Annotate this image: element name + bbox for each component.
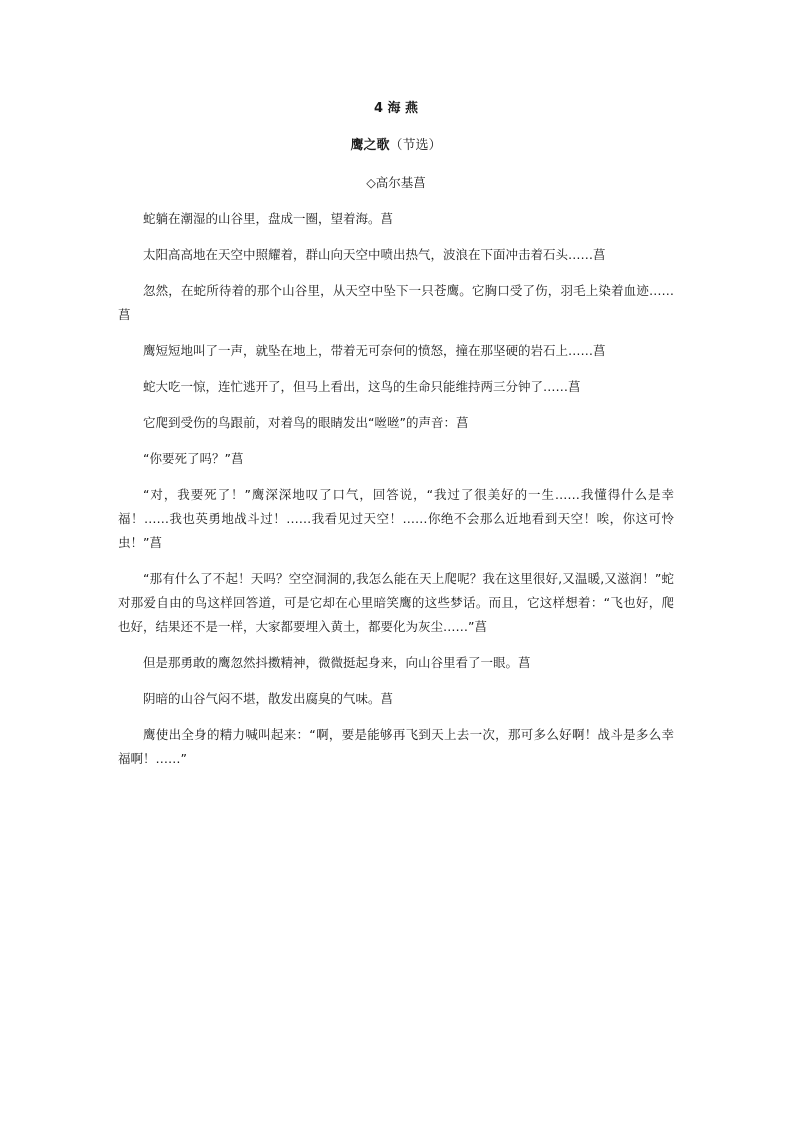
author-line: ◇高尔基菖 <box>366 175 426 190</box>
paragraph: 阴暗的山谷气闷不堪，散发出腐臭的气味。菖 <box>143 691 394 706</box>
paragraph: “你要死了吗？”菖 <box>143 451 244 466</box>
paragraph: “那有什么了不起！天吗？空空洞洞的,我怎么能在天上爬呢？我在这里很好,又温暖,又滋润！”蛇对那爱自由的鸟这样回答道，可是它却在心里暗笑鹰的这些梦话。而且，它这样想着：“飞也好，爬也好，结果还不是一样，大家都要埋入黄土，都要化为灰尘……”菖 <box>118 571 674 634</box>
paragraph: 蛇躺在潮湿的山谷里，盘成一圈，望着海。菖 <box>143 211 394 226</box>
lesson-title: 4 海 燕 <box>373 101 419 116</box>
subtitle-note: （节选） <box>389 138 442 153</box>
paragraph: 鹰使出全身的精力喊叫起来：“啊，要是能够再飞到天上去一次，那可多么好啊！战斗是多么幸福啊！……” <box>118 727 674 766</box>
paragraph: 它爬到受伤的鸟跟前，对着鸟的眼睛发出“咝咝”的声音：菖 <box>143 415 469 430</box>
paragraph: “对，我要死了！”鹰深深地叹了口气，回答说，“我过了很美好的一生……我懂得什么是幸福！……我也英勇地战斗过！……我看见过天空！……你绝不会那么近地看到天空！唉，你这可怜虫！”菖 <box>118 487 674 550</box>
paragraph: 忽然，在蛇所待着的那个山谷里，从天空中坠下一只苍鹰。它胸口受了伤，羽毛上染着血迹……菖 <box>118 283 674 322</box>
subtitle-main: 鹰之歌 <box>350 138 390 153</box>
section-subtitle <box>118 137 674 155</box>
paragraph: 蛇大吃一惊，连忙逃开了，但马上看出，这鸟的生命只能维持两三分钟了……菖 <box>143 379 581 394</box>
paragraph: 但是那勇敢的鹰忽然抖擞精神，微微挺起身来，向山谷里看了一眼。菖 <box>143 655 531 670</box>
document-page <box>118 100 674 783</box>
paragraph: 太阳高高地在天空中照耀着，群山向天空中喷出热气，波浪在下面冲击着石头……菖 <box>143 247 606 262</box>
paragraph: 鹰短短地叫了一声，就坠在地上，带着无可奈何的愤怒，撞在那坚硬的岩石上……菖 <box>143 343 606 358</box>
